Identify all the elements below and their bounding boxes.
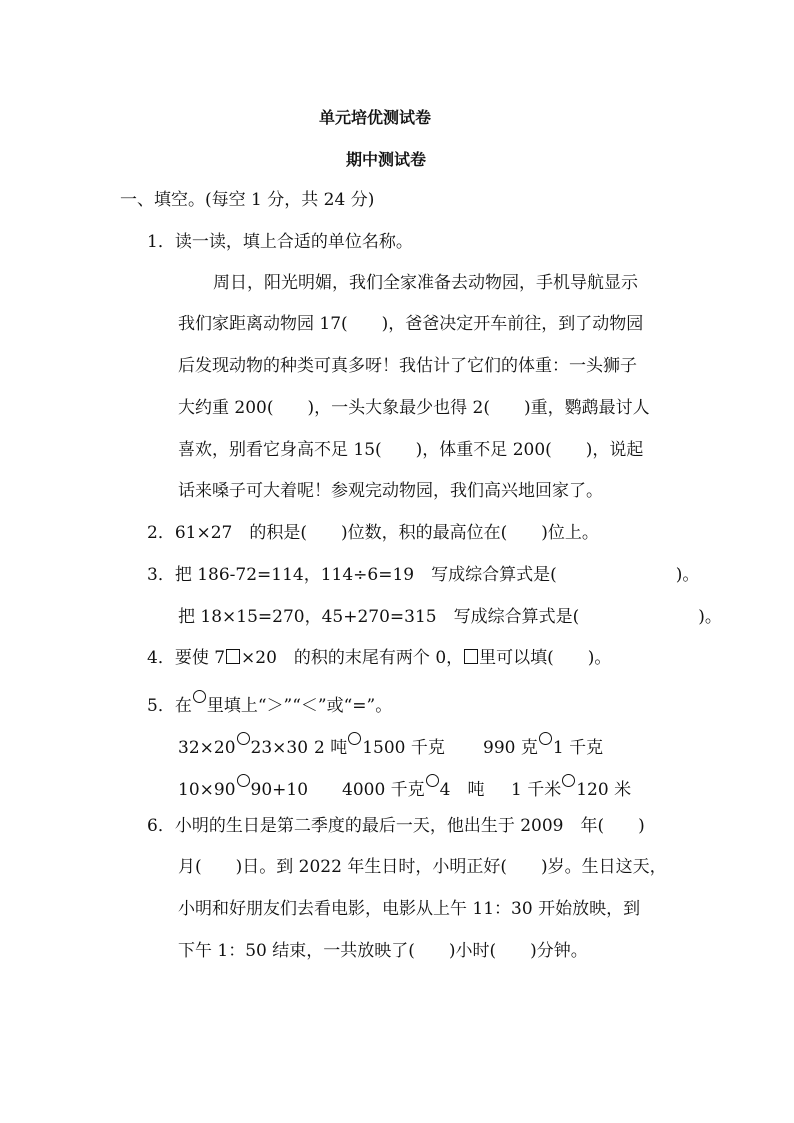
question-3-line-2: 把 18×15=270，45+270=315 写成综合算式是( )。 (178, 607, 722, 627)
question-6-line: 月( )日。到 2022 年生日时，小明正好( )岁。生日这天， (178, 857, 667, 877)
question-5-stem (147, 690, 392, 716)
blank-circle-icon (539, 732, 552, 745)
comparison-left: 990 克 (483, 738, 538, 758)
comparison-item (483, 732, 603, 758)
question-6-line: 6．小明的生日是第二季度的最后一天，他出生于 2009 年( ) (147, 816, 645, 836)
question-5-text: 5．在 (147, 696, 192, 716)
comparison-item (178, 732, 308, 758)
comparison-item (178, 774, 308, 800)
comparison-right: 120 米 (576, 780, 632, 800)
blank-square-icon (226, 649, 240, 664)
blank-square-icon (464, 649, 478, 664)
question-1-passage-line: 话来嗓子可大着呢！参观完动物园，我们高兴地回家了。 (178, 481, 603, 501)
question-4-text: ×20 的积的末尾有两个 0， (241, 648, 464, 668)
question-1-passage-line: 大约重 200( )，一头大象最少也得 2( )重，鹦鹉最讨人 (178, 398, 650, 418)
question-4-text: 4．要使 7 (147, 648, 226, 668)
comparison-item (511, 774, 631, 800)
page-title: 单元培优测试卷 (319, 108, 432, 127)
blank-circle-icon (193, 690, 206, 703)
comparison-left: 4000 千克 (342, 780, 425, 800)
question-4 (147, 648, 611, 668)
blank-circle-icon (237, 774, 250, 787)
blank-circle-icon (426, 774, 439, 787)
question-5-text: 里填上“＞”“＜”或“=”。 (206, 696, 393, 716)
question-3-line-1: 3．把 186-72=114，114÷6=19 写成综合算式是( )。 (147, 565, 700, 585)
question-6-line: 小明和好朋友们去看电影，电影从上午 11：30 开始放映，到 (178, 899, 641, 919)
blank-circle-icon (237, 732, 250, 745)
comparison-left: 32×20 (178, 738, 236, 758)
comparison-right: 90+10 (250, 780, 309, 800)
page-subtitle: 期中测试卷 (346, 150, 427, 169)
question-1-passage-line: 周日，阳光明媚，我们全家准备去动物园，手机导航显示 (213, 273, 638, 293)
question-1-passage-line: 我们家距离动物园 17( )，爸爸决定开车前往，到了动物园 (178, 314, 644, 334)
question-1-passage-line: 喜欢，别看它身高不足 15( )，体重不足 200( )，说起 (178, 440, 644, 460)
question-6-line: 下午 1：50 结束，一共放映了( )小时( )分钟。 (178, 941, 588, 961)
comparison-right: 4 吨 (439, 780, 485, 800)
blank-circle-icon (562, 774, 575, 787)
blank-circle-icon (348, 732, 361, 745)
comparison-right: 1500 千克 (362, 738, 445, 758)
question-4-text: 里可以填( )。 (479, 648, 612, 668)
comparison-right: 1 千克 (552, 738, 604, 758)
comparison-item (342, 774, 485, 800)
comparison-right: 23×30 (250, 738, 309, 758)
comparison-left: 10×90 (178, 780, 236, 800)
section-heading: 一、填空。(每空 1 分，共 24 分) (120, 190, 375, 210)
question-1-passage-line: 后发现动物的种类可真多呀！我估计了它们的体重：一头狮子 (178, 356, 637, 376)
question-1-stem: 1．读一读，填上合适的单位名称。 (147, 232, 413, 252)
comparison-left: 1 千米 (511, 780, 562, 800)
comparison-item (314, 732, 445, 758)
comparison-left: 2 吨 (314, 738, 348, 758)
question-2: 2．61×27 的积是( )位数，积的最高位在( )位上。 (147, 523, 599, 543)
